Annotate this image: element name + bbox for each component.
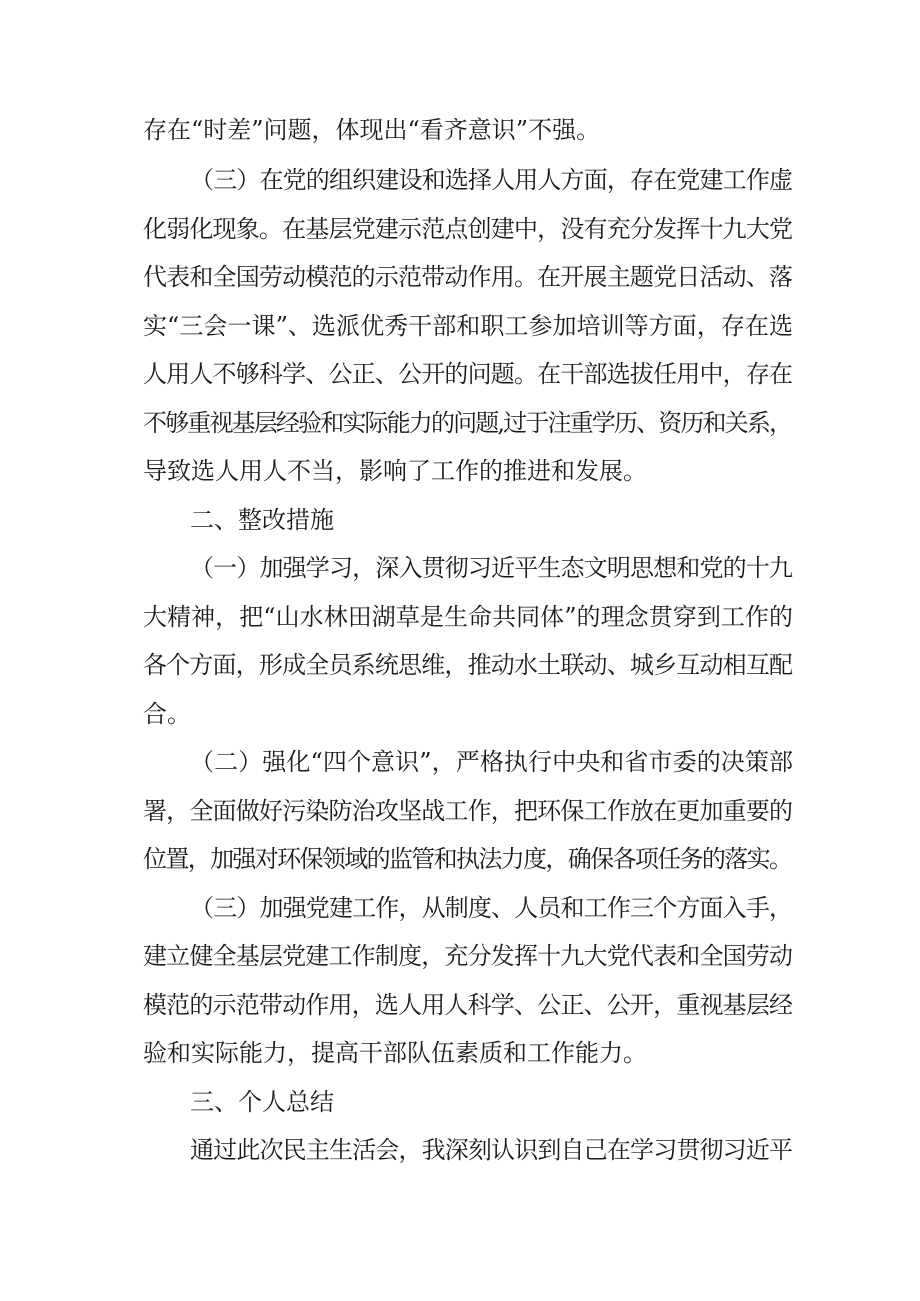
paragraph-line: 大精神，把“山水林田湖草是生命共同体”的理念贯穿到工作的 — [143, 603, 794, 631]
paragraph-line: 位置，加强对环保领域的监管和执法力度，确保各项任务的落实。 — [143, 845, 792, 873]
section-heading: 三、个人总结 — [190, 1088, 334, 1116]
paragraph-line: 实“三会一课”、选派优秀干部和职工参加培训等方面，存在选 — [143, 312, 794, 340]
paragraph-line: 人用人不够科学、公正、公开的问题。在干部选拔任用中，存在 — [143, 360, 793, 388]
paragraph-line: （三）在党的组织建设和选择人用人方面，存在党建工作虚 — [190, 166, 793, 194]
paragraph-line: （二）强化“四个意识”，严格执行中央和省市委的决策部 — [190, 748, 794, 776]
paragraph-line: 各个方面，形成全员系统思维，推动水土联动、城乡互动相互配 — [143, 651, 793, 679]
paragraph-line: （三）加强党建工作，从制度、人员和工作三个方面入手， — [190, 894, 793, 922]
paragraph-line: 化弱化现象。在基层党建示范点创建中，没有充分发挥十九大党 — [143, 215, 793, 243]
paragraph-line: 导致选人用人不当，影响了工作的推进和发展。 — [143, 457, 647, 485]
paragraph-line: 合。 — [143, 700, 191, 728]
paragraph-line: 验和实际能力，提高干部队伍素质和工作能力。 — [143, 1039, 647, 1067]
paragraph-line: 存在“时差”问题，体现出“看齐意识”不强。 — [143, 116, 601, 144]
paragraph-line: 模范的示范带动作用，选人用人科学、公正、公开，重视基层经 — [143, 991, 793, 1019]
paragraph-line: 不够重视基层经验和实际能力的问题,过于注重学历、资历和关系， — [143, 409, 792, 437]
paragraph-line: 建立健全基层党建工作制度，充分发挥十九大党代表和全国劳动 — [143, 942, 793, 970]
paragraph-line: （一）加强学习，深入贯彻习近平生态文明思想和党的十九 — [190, 554, 793, 582]
paragraph-line: 代表和全国劳动模范的示范带动作用。在开展主题党日活动、落 — [143, 263, 793, 291]
paragraph-line: 署，全面做好污染防治攻坚战工作，把环保工作放在更加重要的 — [143, 797, 793, 825]
section-heading: 二、整改措施 — [190, 506, 334, 534]
paragraph-line: 通过此次民主生活会，我深刻认识到自己在学习贯彻习近平 — [190, 1136, 793, 1164]
